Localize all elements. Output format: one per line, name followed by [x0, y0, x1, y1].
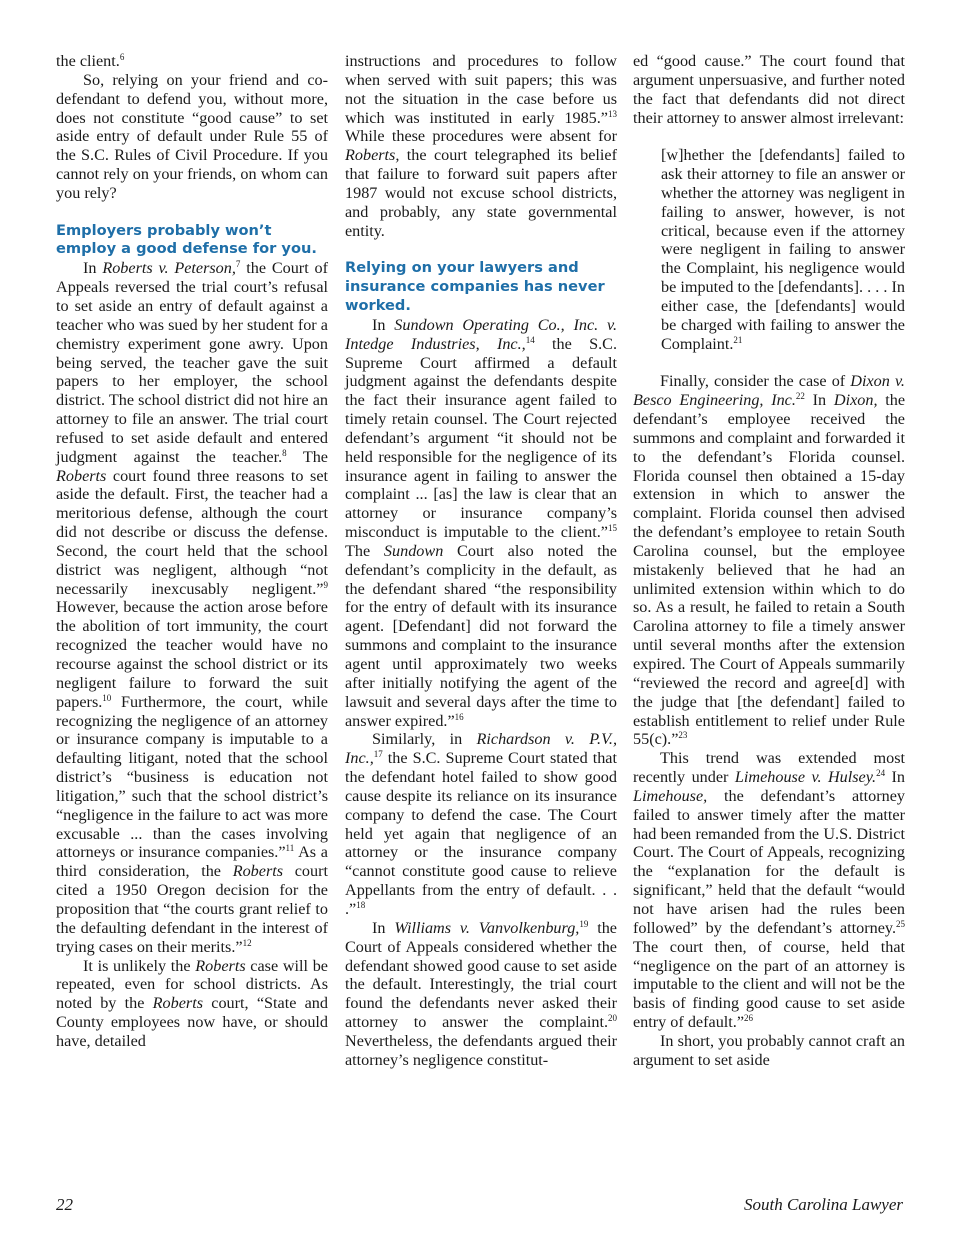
body-text: the Court of Appeals considered whether the defendant showed good cause to set aside the default. Interestingly, the trial court found the defendants never asked their attorney to answer the complaint.: [345, 918, 617, 1032]
paragraph: [345, 316, 617, 731]
quote-text: [w]hether the [defendants] failed to ask their attorney to file an answer or whether the attorney was negligent in failing to answer, however, is not critical, because even if the attorney were negligent in failing to answer the Complaint, his negligence would be imputed to the [defendants]. . . . In either case, the [defendants] would be charged with failing to answer the Complaint.: [661, 146, 905, 353]
body-text: Nevertheless, the defendants argued their attorney’s negligence constitut-: [345, 1031, 617, 1069]
footnote-ref: 12: [242, 937, 252, 948]
footnote-ref: 11: [285, 843, 295, 854]
column-middle: [345, 52, 617, 1070]
body-text: the S.C. Supreme Court affirmed a default judgment against the defendants despite the fact their insurance agent failed to timely retain counsel. The Court rejected defendant’s argument “it should not be held responsible for the negligence of its insurance agent in failing to answer the complaint ... [as] the law is clear that an attorney or insurance company’s misconduct is imputable to the client.”: [345, 334, 617, 542]
footnote-ref: 14: [525, 334, 535, 345]
footnote-ref: 9: [323, 579, 328, 590]
case-name: Roberts,: [345, 146, 400, 165]
footnote-ref: 16: [454, 711, 464, 722]
case-name: Dixon v. Besco Engineering, Inc.: [633, 372, 905, 410]
case-name: Dixon,: [833, 391, 878, 410]
body-text: the court telegraphed its belief that failure to forward suit papers after 1987 would not excuse school districts, and probably, any state governmental entity.: [345, 146, 617, 240]
paragraph: [633, 372, 905, 749]
footnote-ref: 8: [282, 447, 287, 458]
footnote-ref: 19: [579, 918, 589, 929]
body-text: It is unlikely the: [83, 956, 196, 975]
body-text: The: [345, 541, 384, 560]
footnote-ref: 10: [102, 692, 112, 703]
paragraph: [633, 749, 905, 1032]
body-text: In: [885, 768, 906, 787]
body-text: While these procedures were absent for: [345, 127, 617, 146]
case-name: Sundown: [383, 541, 444, 560]
body-text: the S.C. Supreme Court stated that the defendant hotel failed to show good cause despite its reliance on its insurance company to defend the case. The Court held yet again that negligence of an attorney or the insurance company “cannot constitute good cause to relieve Appellants from the entry of default. . . .”: [345, 749, 617, 918]
body-text: However, because the action arose before the abolition of tort immunity, the court recognized the teacher would have no recourse against the school district or its negligent failure to forward the suit papers.: [56, 598, 328, 711]
body-text: Similarly, in: [372, 730, 477, 749]
body-text: Finally, consider the case of: [660, 372, 851, 391]
case-name: Roberts: [56, 466, 107, 485]
body-text: case will be repeated, even for school districts. As noted by the: [56, 956, 328, 1013]
paragraph: [345, 52, 617, 240]
body-text: instructions and procedures to follow when served with suit papers; this was not the situation in the case before us which was instituted in early 1985.”: [345, 52, 617, 127]
section-subhead: Employers probably won’t employ a good defense for you.: [56, 221, 317, 258]
spacer: [56, 203, 328, 222]
paragraph: [56, 52, 328, 71]
spacer: [345, 240, 617, 259]
body-text: court, “State and County employees now have, or should have, detailed: [56, 994, 328, 1050]
footnote-ref: 26: [744, 1013, 754, 1024]
block-quote: [661, 146, 905, 353]
paragraph: So, relying on your friend and co-defendant to defend you, without more, does not constitute “good cause” to set aside entry of default under Rule 55 of the S.C. Rules of Civil Procedure. If you cannot rely on your friends, on whom can you rely?: [56, 70, 328, 202]
paragraph: [56, 957, 328, 1051]
case-name: Limehouse v. Hulsey.: [734, 768, 877, 787]
body-text: In: [804, 391, 834, 410]
footnote-ref: 24: [876, 768, 886, 779]
body-text: court cited a 1950 Oregon decision for the proposition that “the courts grant relief to the defaulting defendant in the interest of trying cases on their merits.”: [56, 862, 328, 956]
publication-name: South Carolina Lawyer: [744, 1195, 903, 1214]
body-text: the defendant’s attorney failed to answer timely after the matter had been remanded from the U.S. District Court. The Court of Appeals, recognizing the “explanation for the default is significant,” held that the default “would not have arisen had the rules been followed” by the defendant’s attorney.: [633, 786, 905, 937]
footnote-ref: 21: [733, 334, 743, 345]
footnote-ref: 13: [608, 108, 617, 119]
footnote-ref: 20: [608, 1013, 617, 1024]
body-text: As a third consideration, the: [56, 843, 328, 881]
body-text: The court then, of course, held that “negligence on the part of an attorney is imputable to the client and will not be the basis of finding good cause to set aside entry of default.”: [633, 937, 905, 1032]
case-name: Roberts: [232, 862, 284, 881]
case-name: Roberts v. Peterson,: [102, 259, 236, 278]
body-text: Court also noted the defendant’s complicity in the default, as the defendant shared “the responsibility for the entry of default with its insurance agent. [Defendant] did not forward the summons and complaint to the insurance agent until approximately two weeks after initially notifying the agent of the lawsuit and several days after the time to answer expired.”: [345, 541, 617, 730]
column-left: [56, 52, 328, 1051]
spacer: [633, 354, 905, 373]
case-name: Richardson v. P.V., Inc.,: [345, 730, 617, 768]
footnote-ref: 15: [608, 523, 617, 534]
body-text: Furthermore, the court, while recognizing the negligence of an attorney or insurance company is imputable to a defaulting litigant, noted that the school district’s “business is education not litigation,” such that the school district’s “negligence in the failure to act was more excusable ... than the cases involving attorneys or insurance companies.”: [56, 692, 328, 862]
case-name: Sundown Operating Co., Inc. v. Intedge Industries, Inc.,: [345, 315, 617, 353]
body-text: In: [83, 259, 103, 278]
footnote-ref: 7: [235, 259, 241, 270]
case-name: Williams v. Vanvolkenburg,: [394, 918, 580, 937]
footnote-ref: 17: [373, 749, 383, 760]
body-text: In: [372, 315, 395, 334]
body-text: the Court of Appeals reversed the trial court’s refusal to set aside an entry of default against a teacher who was sued by her student for a chemistry experiment gone awry. Upon being served, the teacher gave the suit papers to her employer, the school district. The school district did not hire an attorney to file an answer. The trial court refused to set aside default and entered judgment against the teacher.: [56, 259, 328, 466]
case-name: Roberts: [195, 956, 246, 975]
case-name: Limehouse,: [633, 786, 708, 805]
page-number: 22: [56, 1195, 73, 1214]
body-text: the defendant’s employee received the summons and complaint and forwarded it to the defendant’s Florida counsel. Florida counsel then obtained a 15-day extension in which to answer the complaint. Florida counsel then advised the defendant’s employee to retain South Carolina counsel, but the employee mistakenly believed that he had an unlimited extension within which to do so. As a result, he failed to retain a South Carolina attorney to file a timely answer until several months after the extension expired. The Court of Appeals summarily “reviewed the record and agree[d] with the judge that [the defendant] failed to establish entitlement to relief under Rule 55(c).”: [633, 391, 906, 749]
paragraph: [56, 259, 328, 956]
body-text: court found three reasons to set aside the default. First, the teacher had a meritorious defense, although the court did not describe or discuss the defense. Second, the court held that the school district was negligent, although “not necessarily inexcusably negligent.”: [56, 466, 328, 598]
paragraph: [345, 919, 617, 1070]
body-text: The: [286, 447, 328, 466]
body-text: This trend was extended most recently under: [633, 749, 905, 787]
footnote-ref: 18: [356, 899, 366, 910]
section-subhead: Relying on your lawyers and insurance companies has never worked.: [345, 259, 605, 314]
footnote-ref: 25: [896, 918, 905, 929]
body-text: the client.: [56, 52, 120, 70]
paragraph: ed “good cause.” The court found that argument unpersuasive, and further noted the fact that defendants did not direct their attorney to answer almost irrelevant:: [633, 52, 905, 127]
case-name: Roberts: [152, 994, 204, 1013]
footnote-ref: 23: [678, 730, 688, 741]
body-text: In: [372, 918, 395, 937]
footnote-ref: 22: [795, 391, 805, 402]
spacer: [633, 127, 905, 146]
column-right: [633, 52, 905, 1070]
paragraph: In short, you probably cannot craft an argument to set aside: [633, 1031, 905, 1069]
footnote-ref: 6: [119, 52, 125, 62]
paragraph: [345, 730, 617, 918]
